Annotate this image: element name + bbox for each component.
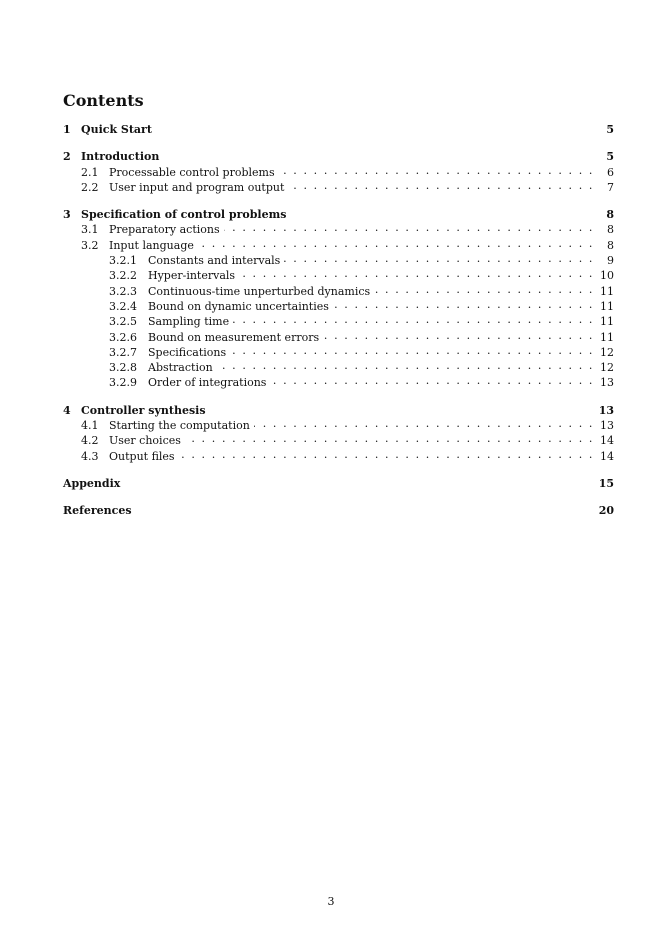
contents-page xyxy=(63,90,614,519)
toc-entry-title: Specification of control problems xyxy=(81,208,287,222)
dot-leader xyxy=(198,239,594,249)
dot-leader xyxy=(156,123,594,133)
toc-entry-title: Controller synthesis xyxy=(81,403,206,417)
dot-leader xyxy=(333,300,594,310)
toc-entry-section[interactable] xyxy=(63,503,614,518)
toc-entry-page: 8 xyxy=(607,223,614,237)
toc-entry-page: 13 xyxy=(600,419,614,433)
toc-entry-title: Sampling time xyxy=(148,315,230,329)
dot-leader xyxy=(254,419,594,429)
dot-leader xyxy=(284,254,594,264)
page-number-footer: 3 xyxy=(327,895,335,908)
dot-leader xyxy=(179,450,594,460)
toc-entry-page: 12 xyxy=(600,345,614,359)
dot-leader xyxy=(217,361,594,371)
toc-entry-title: Output files xyxy=(109,449,175,463)
toc-entry-title: User choices xyxy=(109,434,181,448)
toc-entry-number: 3.1 xyxy=(81,223,99,237)
toc-entry-subsubsection[interactable] xyxy=(63,330,614,345)
toc-entry-subsection[interactable] xyxy=(63,433,614,448)
dot-leader xyxy=(290,208,594,218)
toc-entry-subsubsection[interactable] xyxy=(63,314,614,329)
toc-entry-page: 20 xyxy=(598,504,614,518)
toc-entry-title: Quick Start xyxy=(81,123,152,136)
toc-entry-page: 14 xyxy=(600,434,614,448)
toc-entry-title: Processable control problems xyxy=(109,165,275,179)
toc-entry-number: 2.1 xyxy=(81,165,99,179)
toc-entry-subsubsection[interactable] xyxy=(63,284,614,299)
toc-entry-number: 3.2.4 xyxy=(109,299,137,313)
toc-entry-page: 11 xyxy=(600,330,614,344)
toc-entry-page: 7 xyxy=(607,180,614,194)
toc-entry-number: 3.2.7 xyxy=(109,345,137,359)
toc-entry-title: Hyper-intervals xyxy=(148,269,236,283)
toc-entry-title: References xyxy=(63,504,132,518)
toc-entry-number: 1 xyxy=(63,123,71,136)
toc-entry-page: 13 xyxy=(600,376,614,390)
dot-leader xyxy=(185,434,594,444)
dot-leader xyxy=(230,346,594,356)
toc-entry-title: Introduction xyxy=(81,150,160,164)
toc-entry-number: 3.2.9 xyxy=(109,376,137,390)
toc-entry-subsection[interactable] xyxy=(63,238,614,253)
toc-entry-number: 4.2 xyxy=(81,434,99,448)
toc-entry-page: 9 xyxy=(607,254,614,268)
toc-entry-number: 2.2 xyxy=(81,180,99,194)
toc-entry-number: 3.2.1 xyxy=(109,254,137,268)
toc-entry-subsection[interactable] xyxy=(63,449,614,464)
dot-leader xyxy=(279,166,594,176)
toc-entry-number: 4.1 xyxy=(81,419,99,433)
toc-entry-number: 4.3 xyxy=(81,449,99,463)
toc-entry-subsubsection[interactable] xyxy=(63,360,614,375)
toc-entry-title: Specifications xyxy=(148,345,227,359)
toc-entry-section[interactable] xyxy=(63,476,614,491)
toc-entry-title: User input and program output xyxy=(109,180,285,194)
toc-entry-subsubsection[interactable] xyxy=(63,375,614,390)
toc-entry-page: 8 xyxy=(606,208,614,222)
dot-leader xyxy=(233,315,594,325)
toc-entry-title: Constants and intervals xyxy=(148,254,281,268)
dot-leader xyxy=(163,150,594,160)
toc-entry-page: 15 xyxy=(598,476,614,490)
dot-leader xyxy=(323,331,594,341)
toc-entry-number: 3.2.3 xyxy=(109,284,137,298)
toc-entry-title: Abstraction xyxy=(148,361,213,375)
toc-entry-section[interactable] xyxy=(63,149,614,164)
toc-entry-page: 11 xyxy=(600,284,614,298)
toc-entry-subsubsection[interactable] xyxy=(63,345,614,360)
toc-entry-section[interactable] xyxy=(63,122,614,137)
toc-entry-subsubsection[interactable] xyxy=(63,253,614,268)
toc-entry-page: 11 xyxy=(600,315,614,329)
dot-leader xyxy=(224,223,594,233)
toc-entry-title: Bound on dynamic uncertainties xyxy=(148,299,329,313)
dot-leader xyxy=(124,477,592,487)
dot-leader xyxy=(136,504,593,514)
toc-entry-number: 3.2.8 xyxy=(109,361,137,375)
toc-entry-page: 6 xyxy=(607,165,614,179)
toc-entry-section[interactable] xyxy=(63,207,614,222)
dot-leader xyxy=(288,181,594,191)
dot-leader xyxy=(374,285,594,295)
toc-entry-number: 3.2.6 xyxy=(109,330,137,344)
toc-entry-subsubsection[interactable] xyxy=(63,299,614,314)
toc-entry-title: Preparatory actions xyxy=(109,223,220,237)
toc-entry-number: 2 xyxy=(63,150,71,164)
toc-entry-title: Order of integrations xyxy=(148,376,267,390)
toc-entry-subsubsection[interactable] xyxy=(63,268,614,283)
toc-entry-section[interactable] xyxy=(63,403,614,418)
toc-entry-title: Input language xyxy=(109,238,194,252)
toc-entry-number: 4 xyxy=(63,403,71,417)
toc-entry-number: 3 xyxy=(63,208,71,222)
toc-entry-title: Appendix xyxy=(63,476,121,490)
toc-entry-page: 8 xyxy=(607,238,614,252)
toc-entry-subsection[interactable] xyxy=(63,418,614,433)
toc-entry-page: 12 xyxy=(600,361,614,375)
toc-entry-number: 3.2.2 xyxy=(109,269,137,283)
toc-entry-subsection[interactable] xyxy=(63,180,614,195)
toc-entry-subsection[interactable] xyxy=(63,222,614,237)
toc-entry-number: 3.2.5 xyxy=(109,315,137,329)
toc-entry-subsection[interactable] xyxy=(63,165,614,180)
toc-entry-title: Bound on measurement errors xyxy=(148,330,320,344)
dot-leader xyxy=(270,376,594,386)
toc-entry-number: 3.2 xyxy=(81,238,99,252)
toc-entry-page: 5 xyxy=(606,150,614,164)
table-of-contents xyxy=(63,122,614,519)
toc-entry-title: Starting the computation xyxy=(109,419,250,433)
toc-entry-title: Continuous-time unperturbed dynamics xyxy=(148,284,371,298)
toc-entry-page: 11 xyxy=(600,299,614,313)
toc-entry-page: 13 xyxy=(598,403,614,417)
toc-entry-page: 14 xyxy=(600,449,614,463)
contents-heading: Contents xyxy=(63,91,144,110)
toc-entry-page: 10 xyxy=(600,269,614,283)
toc-entry-page: 5 xyxy=(606,123,614,136)
dot-leader xyxy=(210,404,593,414)
dot-leader xyxy=(239,269,594,279)
